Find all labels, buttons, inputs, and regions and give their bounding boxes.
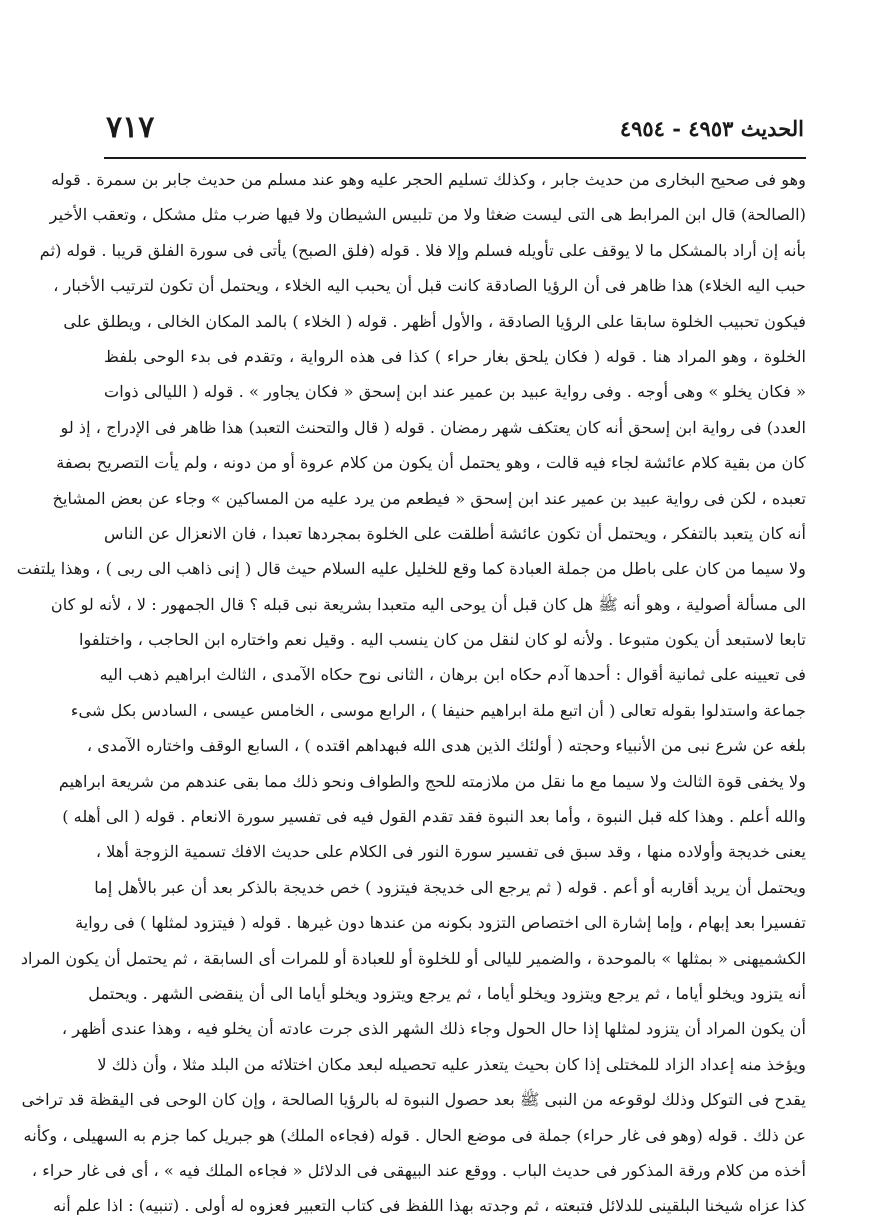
text-line: عن ذلك . قوله (وهو فى غار حراء) جملة فى موضع الحال . قوله (فجاءه الملك) هو جبريل كما جزم به السهيلى ، وكأنه (23, 1125, 806, 1145)
text-line: أنه يتزود ويخلو أياما ، ثم يرجع ويتزود ويخلو أياما ، ثم يرجع ويتزود ويخلو أياما الى أن ينقضى الشهر . ويحتمل (88, 983, 806, 1003)
text-line: حبب اليه الخلاء) هذا ظاهر فى أن الرؤيا الصادقة كانت قبل أن يحبب اليه الخلاء ، ويحتمل أن تكون لترتيب الأخبار ، (53, 276, 806, 296)
text-line: ويؤخذ منه إعداد الزاد للمختلى إذا كان بحيث يتعذر عليه تحصيله لبعد مكان اختلائه من البلد مثلا ، وأن ذلك لا (97, 1054, 806, 1074)
text-line: (الصالحة) قال ابن المرابط هى التى ليست ضغثا ولا من تلبيس الشيطان ولا فيها ضرب مثل مشكل ، وتعقب الأخير (49, 205, 806, 225)
text-line: تعبده ، لكن فى رواية عبيد بن عمير عند ابن إسحق « فيطعم من يرد عليه من المساكين » وجاء عن بعض المشايخ (52, 488, 806, 508)
text-line: تابعا لاستبعد أن يكون متبوعا . ولأنه لو كان لنقل من كان ينسب اليه . وقيل نعم واختاره ابن الحاجب ، واختلفوا (78, 630, 806, 650)
text-line: وهو فى صحيح البخارى من حديث جابر ، وكذلك تسليم الحجر عليه وهو عند مسلم من حديث جابر بن سمرة . قوله (51, 170, 806, 189)
text-line: الى مسألة أصولية ، وهو أنه ﷺ هل كان قبل أن يوحى اليه متعبدا بشريعة نبى قبله ؟ قال الجمهور : لا ، لأنه لو كان (50, 594, 806, 614)
text-line: ولا سيما من كان على باطل من جملة العبادة كما وقع للخليل عليه السلام حيث قال ( إنى ذاهب الى ربى ) ، وهذا يلتفت (16, 559, 806, 579)
text-line: كان من بقية كلام عائشة لجاء فيه قالت ، وهو يحتمل أن يكون من كلام عروة أو من دونه ، ولم يأت التصريح بصفة (56, 453, 806, 473)
text-line: أنه كان يتعبد بالتفكر ، ويحتمل أن تكون عائشة أطلقت على الخلوة بمجردها تعبدا ، فان الانعزال عن الناس (104, 523, 806, 543)
text-line: يعنى خديجة وأولاده منها ، وقد سبق فى تفسير سورة النور فى الكلام على حديث الافك تسمية الزوجة أهلا ، (95, 842, 806, 862)
text-line: أن يكون المراد أن يتزود لمثلها إذا حال الحول وجاء ذلك الشهر الذى جرت عادته أن يخلو فيه ، وهذا عندى أظهر ، (61, 1019, 806, 1039)
text-line: تفسيرا بعد إبهام ، وإما إشارة الى اختصاص التزود بكونه من عندها دون غيرها . قوله ( فيتزود لمثلها ) فى رواية (75, 913, 806, 933)
page-header (106, 110, 804, 156)
header-rule (104, 157, 806, 159)
running-head-hadith-numbers: الحديث ٤٩٥٣ - ٤٩٥٤ (619, 116, 804, 141)
text-line: بأنه إن أراد بالمشكل ما لا يوقف على تأويله فسلم وإلا فلا . قوله (فلق الصبح) يأتى فى سورة الفلق قريبا . قوله (ثم (39, 240, 806, 260)
text-line: الخلوة ، وهو المراد هنا . قوله ( فكان يلحق بغار حراء ) كذا فى هذه الرواية ، وتقدم فى بدء الوحى بلفظ (104, 346, 806, 366)
text-line: أخذه من كلام ورقة المذكور فى حديث الباب . ووقع عند البيهقى فى الدلائل « فجاءه الملك فيه » ، أى فى غار حراء ، (31, 1160, 806, 1180)
text-line: فى تعيينه على ثمانية أقوال : أحدها آدم حكاه ابن برهان ، الثانى نوح حكاه الآمدى ، الثالث ابراهيم ذهب اليه (99, 665, 806, 685)
text-line: العدد) فى رواية ابن إسحق أنه كان يعتكف شهر رمضان . قوله ( قال والتحنث التعبد) هذا ظاهر فى الإدراج ، إذ لو (60, 417, 806, 437)
text-line: بلغه عن شرع نبى من الأنبياء وحجته ( أولئك الذين هدى الله فبهداهم اقتده ) ، السابع الوقف واختاره الآمدى ، (86, 736, 806, 756)
text-line: ولا يخفى قوة الثالث ولا سيما مع ما نقل من ملازمته للحج والطواف ونحو ذلك مما بقى عندهم من شريعة ابراهيم (58, 771, 806, 791)
text-line: الكشميهنى « بمثلها » بالموحدة ، والضمير لليالى أو للخلوة أو للعبادة أو للمرات أى السابقة ، ثم يحتمل أن يكون المراد (20, 948, 806, 968)
text-line: فيكون تحبيب الخلوة سابقا على الرؤيا الصادقة ، والأول أظهر . قوله ( الخلاء ) بالمد المكان الخالى ، ويطلق على (63, 311, 806, 331)
body-text (16, 162, 806, 1224)
text-line: يقدح فى التوكل وذلك لوقوعه من النبى ﷺ بعد حصول النبوة له بالرؤيا الصالحة ، وإن كان الوحى فى اليقظة قد تراخى (21, 1090, 806, 1110)
text-line: ويحتمل أن يريد أقاربه أو أعم . قوله ( ثم يرجع الى خديجة فيتزود ) خص خديجة بالذكر بعد أن عبر بالأهل إما (94, 877, 806, 897)
text-line: « فكان يخلو » وهى أوجه . وفى رواية عبيد بن عمير عند ابن إسحق « فكان يجاور » . قوله ( الليالى ذوات (104, 382, 806, 402)
text-line: والله أعلم . وهذا كله قبل النبوة ، وأما بعد النبوة فقد تقدم القول فيه فى تفسير سورة الانعام . قوله ( الى أهله ) (62, 807, 806, 827)
text-line: كذا عزاه شيخنا البلقينى للدلائل فتبعته ، ثم وجدته بهذا اللفظ فى كتاب التعبير فعزوه له أولى . (تنبيه) : اذا علم أنه (53, 1196, 806, 1216)
page-number: ٧١٧ (106, 110, 155, 145)
text-line: جماعة واستدلوا بقوله تعالى ( أن اتبع ملة ابراهيم حنيفا ) ، الرابع موسى ، الخامس عيسى ، السادس بكل شىء (70, 700, 806, 720)
